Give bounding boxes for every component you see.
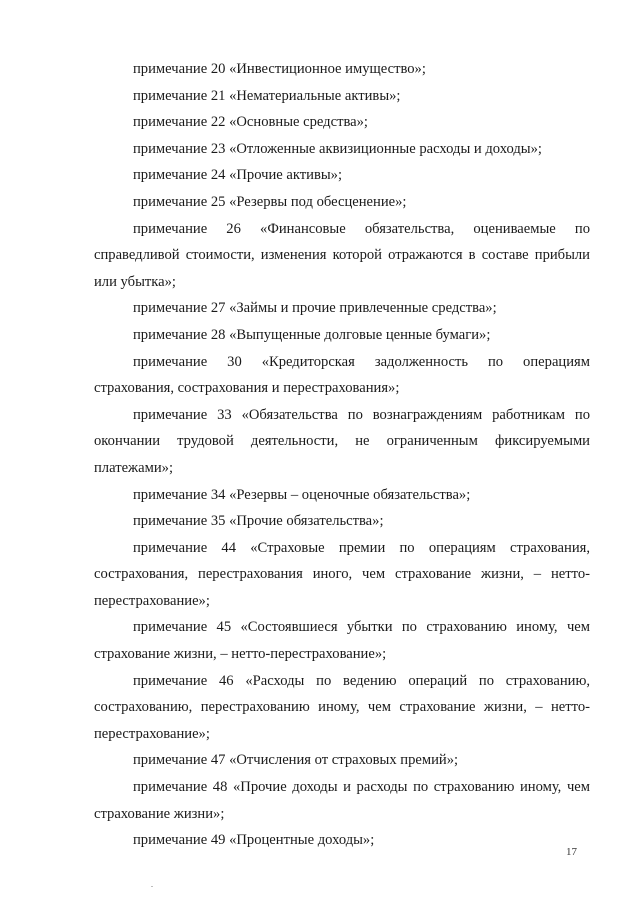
note-26: примечание 26 «Финансовые обязательства, оцениваемые по справедливой стоимости, изменения которой отражаются в составе прибыли или убытка»; xyxy=(94,220,590,290)
note-21: примечание 21 «Нематериальные активы»; xyxy=(133,87,401,104)
page-body xyxy=(94,56,590,854)
note-34: примечание 34 «Резервы – оценочные обязательства»; xyxy=(133,486,471,503)
note-47: примечание 47 «Отчисления от страховых премий»; xyxy=(133,752,459,769)
note-48: примечание 48 «Прочие доходы и расходы по страхованию иному, чем страхование жизни»; xyxy=(94,779,590,822)
note-46: примечание 46 «Расходы по ведению операций по страхованию, сострахованию, перестрахованию иному, чем страхование жизни, – нетто-перестрахование»; xyxy=(94,672,590,742)
note-22: примечание 22 «Основные средства»; xyxy=(133,114,368,131)
note-49: примечание 49 «Процентные доходы»; xyxy=(133,832,375,849)
scan-speck xyxy=(151,886,153,887)
note-44: примечание 44 «Страховые премии по операциям страхования, сострахования, перестрахования иного, чем страхование жизни, – нетто-перестрахование»; xyxy=(94,539,590,609)
note-23: примечание 23 «Отложенные аквизиционные расходы и доходы»; xyxy=(133,140,542,157)
note-30: примечание 30 «Кредиторская задолженность по операциям страхования, сострахования и перестрахования»; xyxy=(94,353,590,397)
note-28: примечание 28 «Выпущенные долговые ценные бумаги»; xyxy=(133,326,491,343)
note-27: примечание 27 «Займы и прочие привлеченные средства»; xyxy=(133,300,497,317)
page-number: 17 xyxy=(566,846,577,858)
note-24: примечание 24 «Прочие активы»; xyxy=(133,167,343,184)
note-20: примечание 20 «Инвестиционное имущество»; xyxy=(133,61,426,77)
note-25: примечание 25 «Резервы под обесценение»; xyxy=(133,193,407,210)
note-33: примечание 33 «Обязательства по вознаграждениям работникам по окончании трудовой деятельности, не ограниченным фиксируемыми платежами»; xyxy=(94,406,590,476)
note-45: примечание 45 «Состоявшиеся убытки по страхованию иному, чем страхование жизни, – нетто-перестрахование»; xyxy=(94,619,590,663)
note-35: примечание 35 «Прочие обязательства»; xyxy=(133,513,384,530)
